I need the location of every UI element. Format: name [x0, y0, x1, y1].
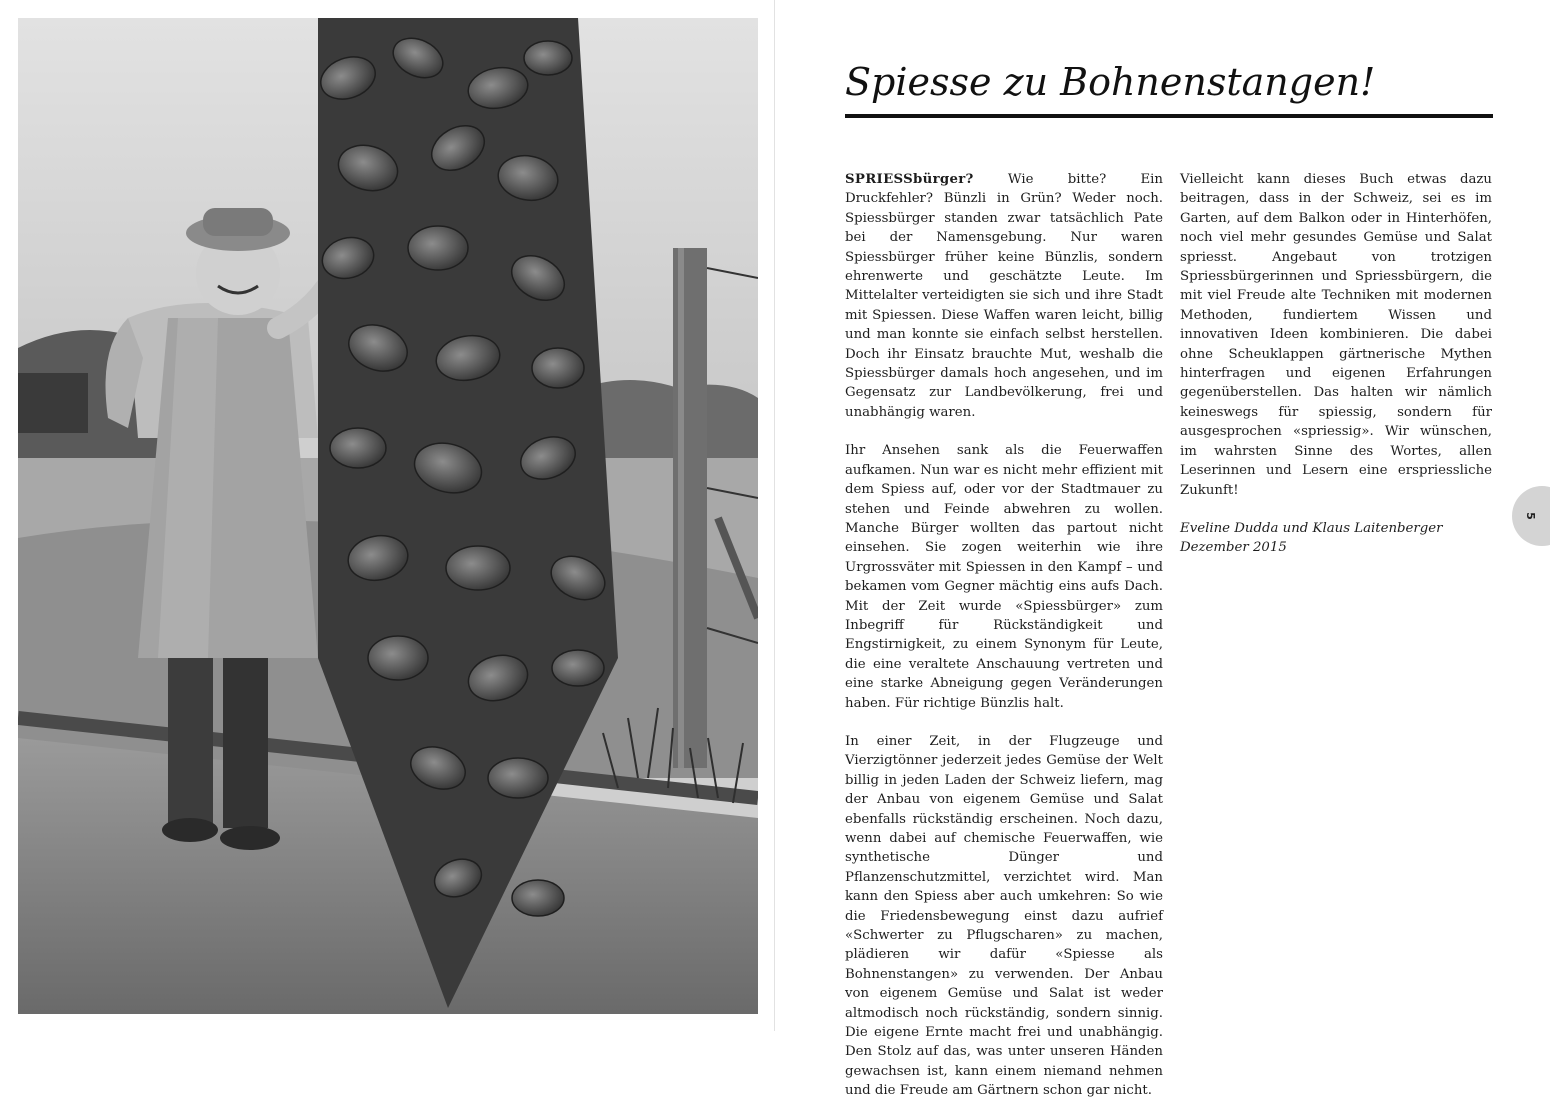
- text-column-right: [1180, 170, 1492, 558]
- photo-gardener-bean-pole: [18, 18, 758, 1014]
- paragraph-4: Vielleicht kann dieses Buch etwas dazu beitragen, dass in der Schweiz, sei es im Garten, auf dem Balkon oder in Hinterhöfen, noch viel mehr gesundes Gemüse und Salat spriesst. Angebaut von trotzigen Spriessbürgerinnen und Spriessbürgern, die mit viel Freude alte Techniken mit modernen Methoden, fundiertem Wissen und innovativen Ideen kombinieren. Die dabei ohne Scheuklappen gärtnerische Mythen hinterfragen und eigenen Erfahrungen gegenüberstellen. Das halten wir nämlich keineswegs für spiessig, sondern für ausgesprochen «spriessig». Wir wünschen, im wahrsten Sinne des Wortes, allen Leserinnen und Lesern eine erspriessliche Zukunft!: [1180, 172, 1492, 498]
- signature-names: Eveline Dudda und Klaus Laitenberger: [1180, 520, 1443, 536]
- page-number: 5: [1524, 512, 1537, 520]
- photo-illustration: [18, 18, 758, 1014]
- paragraph-1-text: Wie bitte? Ein Druckfehler? Bünzli in Grün? Weder noch. Spiessbürger standen zwar tatsächlich Pate bei der Namensgebung. Nur waren Spiessbürger früher keine Bünzlis, sondern ehrenwerte und geschätzte Leute. Im Mittelalter verteidigten sie sich und ihre Stadt mit Spiessen. Diese Waffen waren leicht, billig und man konnte sie einfach selbst herstellen. Doch ihr Einsatz brauchte Mut, weshalb die Spiessbürger damals hoch angesehen, und im Gegensatz zur Landbevölkerung, frei und unabhängig waren.: [845, 172, 1163, 420]
- lead-word: SPRIESSbürger?: [845, 172, 974, 187]
- paragraph-2: Ihr Ansehen sank als die Feuerwaffen aufkamen. Nun war es nicht mehr effizient mit dem Spiess auf, oder vor der Stadtmauer zu stehen und Feinde abwehren zu wollen. Manche Bürger wollten das partout nicht einsehen. Sie zogen weiterhin wie ihre Urgrossväter mit Spiessen in den Kampf – und bekamen vom Gegner mächtig eins aufs Dach. Mit der Zeit wurde «Spiessbürger» zum Inbegriff für Rückständigkeit und Engstirnigkeit, zu einem Synonym für Leute, die eine veraltete Anschauung vertreten und eine starke Abneigung gegen Veränderungen haben. Für richtige Bünzlis halt.: [845, 443, 1163, 711]
- title-rule: [845, 114, 1493, 118]
- article-title: Spiesse zu Bohnenstangen!: [845, 60, 1376, 104]
- paragraph-1: [845, 170, 1163, 422]
- text-column-left: [845, 170, 1163, 1120]
- signature-date: Dezember 2015: [1180, 540, 1287, 556]
- left-page: [0, 0, 775, 1031]
- signature: [1180, 519, 1492, 558]
- paragraph-3: In einer Zeit, in der Flugzeuge und Vierzigtönner jederzeit jedes Gemüse der Welt billig in jeden Laden der Schweiz liefern, mag der Anbau von eigenem Gemüse und Salat ebenfalls rückständig erscheinen. Noch dazu, wenn dabei auf chemische Feuerwaffen, wie synthetische Dünger und Pflanzenschutzmittel, verzichtet wird. Man kann den Spiess aber auch umkehren: So wie die Friedensbewegung einst dazu aufrief «Schwerter zu Pflugscharen» zu machen, plädieren wir dafür «Spiesse als Bohnenstangen» zu verwenden. Der Anbau von eigenem Gemüse und Salat ist weder altmodisch noch rückständig, sondern sinnig. Die eigene Ernte macht frei und unabhängig. Den Stolz auf das, was unter unseren Händen gewachsen ist, kann einem niemand nehmen und die Freude am Gärtnern schon gar nicht.: [845, 733, 1163, 1099]
